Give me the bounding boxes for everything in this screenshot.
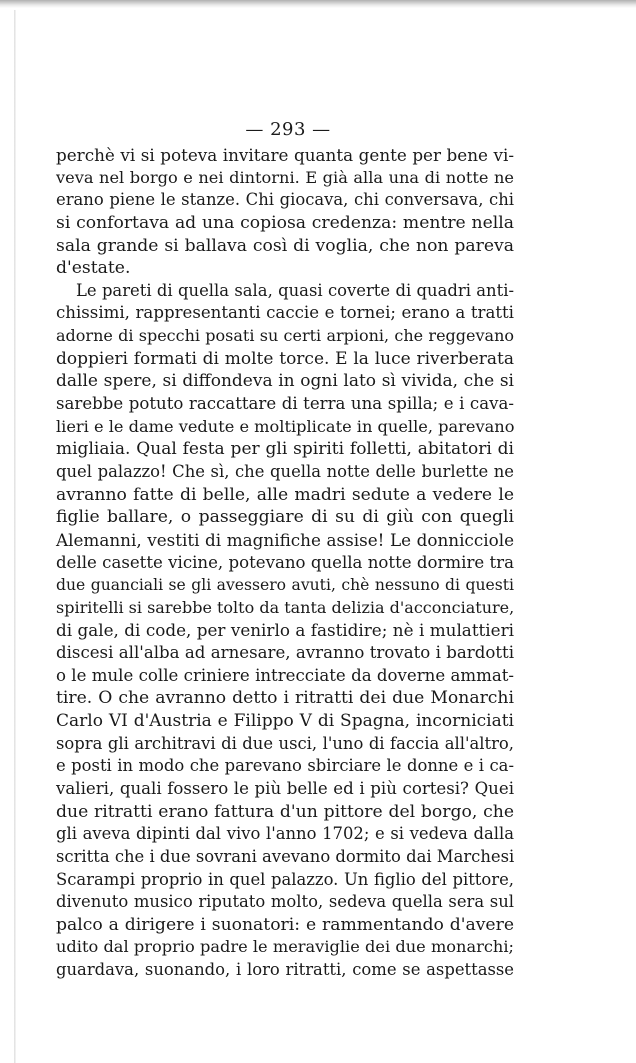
body-text bbox=[56, 144, 514, 982]
text-line: discesi all'alba ad arnesare, avranno trovato i bardotti bbox=[56, 643, 514, 663]
text-line: valieri, quali fossero le più belle ed i più cortesi? Quei bbox=[56, 778, 514, 798]
text-line: figlie ballare, o passeggiare di su di giù con quegli bbox=[56, 507, 514, 528]
text-line: e posti in modo che parevano sbirciare le donne e i ca- bbox=[56, 756, 514, 776]
text-line: di gale, di code, per venirlo a fastidire; nè i mulattieri bbox=[56, 620, 514, 641]
text-line: Scarampi proprio in quel palazzo. Un figlio del pittore, bbox=[56, 869, 514, 889]
text-line: guardava, suonando, i loro ritratti, come se aspettasse bbox=[56, 960, 514, 980]
text-line: divenuto musico riputato molto, sedeva quella sera sul bbox=[56, 892, 514, 912]
page-binding-edge bbox=[14, 10, 16, 1063]
page-number: — 293 — bbox=[245, 119, 331, 140]
page-top-edge-shadow bbox=[0, 0, 636, 8]
text-line: perchè vi si poteva invitare quanta gente per bene vi- bbox=[56, 145, 514, 165]
text-line: Le pareti di quella sala, quasi coverte di quadri anti- bbox=[76, 280, 514, 300]
text-line: adorne di specchi posati su certi arpioni, che reggevano bbox=[56, 326, 514, 346]
text-line: doppieri formati di molte torce. E la luce riverberata bbox=[56, 348, 514, 369]
text-line: erano piene le stanze. Chi giocava, chi conversava, chi bbox=[56, 190, 514, 210]
text-line: sala grande si ballava così di voglia, che non pareva bbox=[56, 235, 514, 256]
text-line: migliaia. Qual festa per gli spiriti folletti, abitatori di bbox=[56, 439, 514, 460]
text-line: chissimi, rappresentanti caccie e tornei; erano a tratti bbox=[56, 303, 514, 323]
text-line: avranno fatte di belle, alle madri sedute a vedere le bbox=[56, 484, 514, 505]
text-line: tire. O che avranno detto i ritratti dei due Monarchi bbox=[56, 688, 514, 709]
text-line: due guanciali se gli avessero avuti, chè nessuno di questi bbox=[56, 576, 514, 595]
text-line: udito dal proprio padre le meraviglie dei due monarchi; bbox=[56, 937, 514, 957]
text-line: Carlo VI d'Austria e Filippo V di Spagna, incorniciati bbox=[56, 711, 514, 732]
text-line: gli aveva dipinti dal vivo l'anno 1702; e si vedeva dalla bbox=[56, 824, 514, 844]
text-line: d'estate. bbox=[56, 258, 131, 279]
text-line: lieri e le dame vedute e moltiplicate in quelle, parevano bbox=[56, 416, 515, 436]
text-line: sopra gli architravi di due usci, l'uno di faccia all'altro, bbox=[56, 733, 514, 753]
text-line: palco a dirigere i suonatori: e rammentando d'avere bbox=[56, 914, 514, 935]
text-line: si confortava ad una copiosa credenza: mentre nella bbox=[56, 212, 514, 233]
text-line: o le mule colle criniere intrecciate da doverne ammat- bbox=[56, 665, 514, 685]
text-line: spiritelli si sarebbe tolto da tanta delizia d'acconciature, bbox=[56, 597, 515, 617]
text-line: Alemanni, vestiti di magnifiche assise! Le donnicciole bbox=[56, 529, 514, 550]
text-line: delle casette vicine, potevano quella notte dormire tra bbox=[56, 552, 514, 572]
text-line: veva nel borgo e nei dintorni. E già alla una di notte ne bbox=[56, 167, 514, 187]
text-line: due ritratti erano fattura d'un pittore del borgo, che bbox=[56, 801, 514, 822]
text-line: sarebbe potuto raccattare di terra una spilla; e i cava- bbox=[56, 394, 514, 414]
text-line: dalle spere, si diffondeva in ogni lato sì vivida, che si bbox=[56, 371, 514, 392]
text-line: quel palazzo! Che sì, che quella notte delle burlette ne bbox=[56, 461, 514, 481]
text-line: scritta che i due sovrani avevano dormito dai Marchesi bbox=[56, 846, 515, 866]
